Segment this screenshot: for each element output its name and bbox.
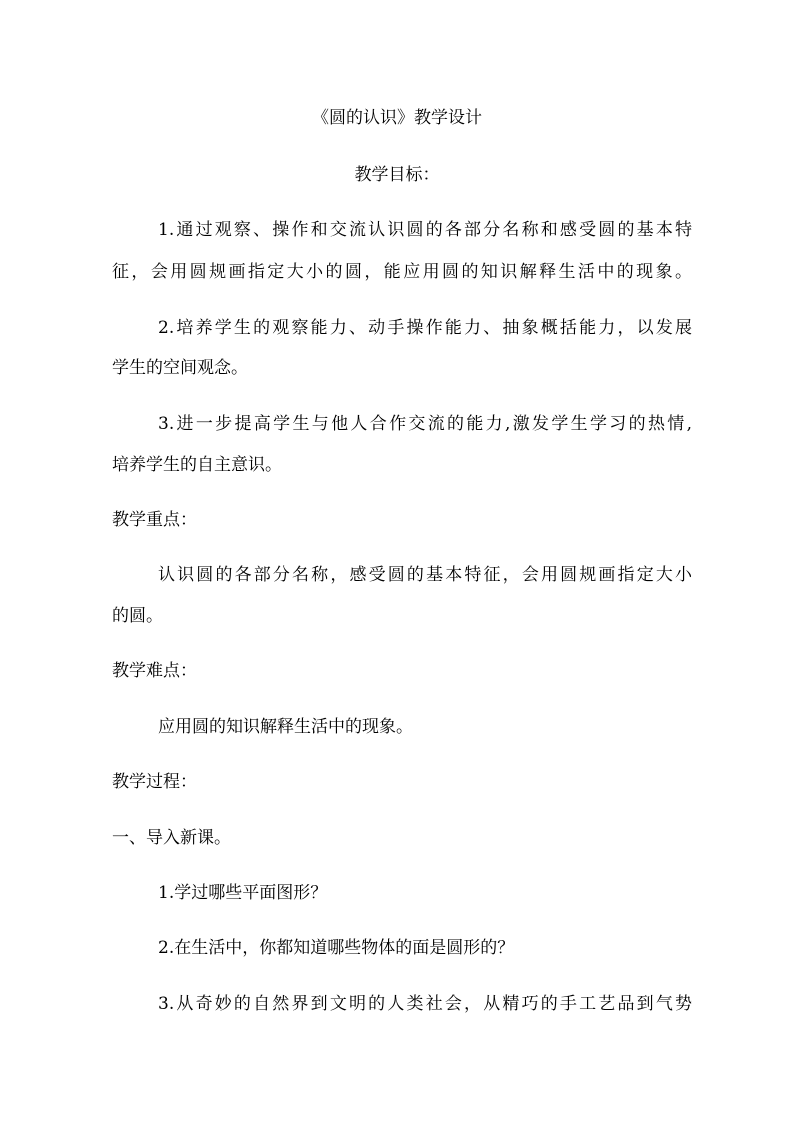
process-heading: 教学过程： — [112, 772, 197, 792]
key-points-line-1: 认识圆的各部分名称，感受圆的基本特征，会用圆规画指定大小 — [158, 565, 692, 585]
objectives-heading: 教学目标： — [354, 165, 440, 185]
objective-1-line-2: 征，会用圆规画指定大小的圆，能应用圆的知识解释生活中的现象。 — [112, 262, 692, 282]
process-item-1: 1.学过哪些平面图形？ — [158, 883, 328, 903]
difficulties-text: 应用圆的知识解释生活中的现象。 — [158, 717, 413, 737]
key-points-line-2: 的圆。 — [112, 606, 163, 626]
process-item-3: 3.从奇妙的自然界到文明的人类社会，从精巧的手工艺品到气势 — [158, 994, 692, 1014]
objective-3-line-2: 培养学生的自主意识。 — [112, 455, 282, 475]
objective-2-line-1: 2.培养学生的观察能力、动手操作能力、抽象概括能力，以发展 — [158, 318, 692, 338]
difficulties-heading: 教学难点： — [112, 661, 197, 681]
section-1-heading: 一、导入新课。 — [112, 828, 231, 848]
document-title: 《圆的认识》教学设计 — [312, 108, 482, 128]
objective-2-line-2: 学生的空间观念。 — [112, 358, 248, 378]
process-item-2: 2.在生活中，你都知道哪些物体的面是圆形的？ — [158, 938, 515, 958]
key-points-heading: 教学重点： — [112, 510, 197, 530]
objective-1-line-1: 1.通过观察、操作和交流认识圆的各部分名称和感受圆的基本特 — [158, 220, 692, 240]
objective-3-line-1: 3.进一步提高学生与他人合作交流的能力,激发学生学习的热情, — [158, 414, 692, 434]
